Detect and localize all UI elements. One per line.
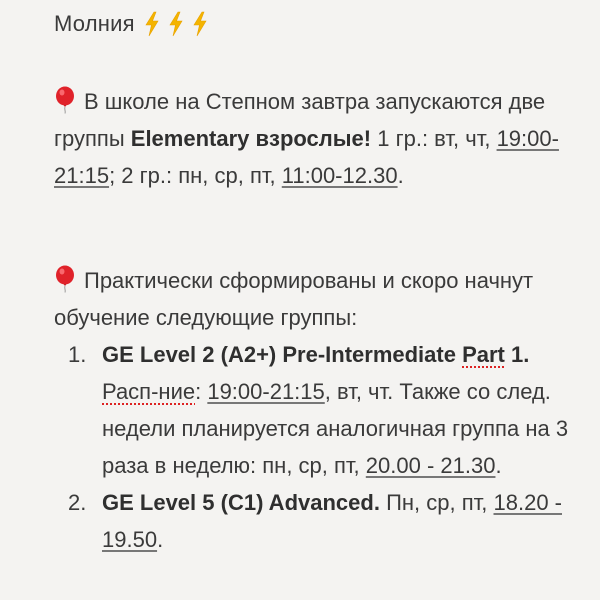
- item2-bold: GE Level 5 (C1) Advanced.: [102, 490, 380, 515]
- item2-t2: .: [157, 527, 164, 552]
- item1-time-link-2[interactable]: 20.00 - 21.30: [365, 453, 496, 478]
- lightning-icon: [191, 11, 209, 37]
- item1-t4: .: [495, 453, 502, 478]
- balloon-icon: [54, 265, 76, 293]
- list-number: 2.: [68, 490, 87, 515]
- item1-t3: , вт, чт. Также со след. недели планируется аналогичная группа на 3 раза в неделю: пн, ср, пт,: [102, 379, 569, 478]
- list-number: 1.: [68, 342, 87, 367]
- item2-t1: Пн, ср, пт,: [379, 490, 494, 515]
- lightning-icon: [143, 11, 161, 37]
- lightning-icon: [167, 11, 185, 37]
- item1-bold-a: GE Level 2 (A2+) Pre-Intermediate: [102, 342, 463, 367]
- p1-text4: .: [397, 163, 404, 188]
- lightning-icons: [143, 11, 209, 37]
- note-title-line: [54, 8, 209, 40]
- p1-text2: 1 гр.: вт, чт,: [371, 126, 497, 151]
- item1-bold-part: Part: [462, 342, 505, 367]
- p1-time-link-2[interactable]: 11:00-12.30: [281, 163, 398, 188]
- p1-bold-group: Elementary взрослые!: [130, 126, 372, 151]
- paragraph-forming-groups: [54, 262, 574, 336]
- item1-time-link[interactable]: 19:00-21:15: [207, 379, 325, 404]
- item2-time-link[interactable]: 18.20 - 19.50: [102, 490, 562, 552]
- item1-bold-c: 1.: [504, 342, 530, 367]
- note-title: Молния: [54, 11, 135, 36]
- p1-time-link-1[interactable]: 19:00-21:15: [54, 126, 559, 188]
- balloon-icon: [54, 86, 76, 114]
- paragraph-elementary-groups: [54, 83, 574, 194]
- item1-t2: :: [195, 379, 208, 404]
- p1-text3: ; 2 гр.: пн, ср, пт,: [109, 163, 282, 188]
- list-item: [54, 484, 574, 558]
- p1-text1: В школе на Степном завтра запускаются две группы: [54, 89, 546, 151]
- list-item: [54, 336, 574, 484]
- p2-text: Практически сформированы и скоро начнут обучение следующие группы:: [54, 268, 534, 330]
- item1-spell-word: Расп-ние: [102, 379, 196, 404]
- group-list: [54, 336, 574, 558]
